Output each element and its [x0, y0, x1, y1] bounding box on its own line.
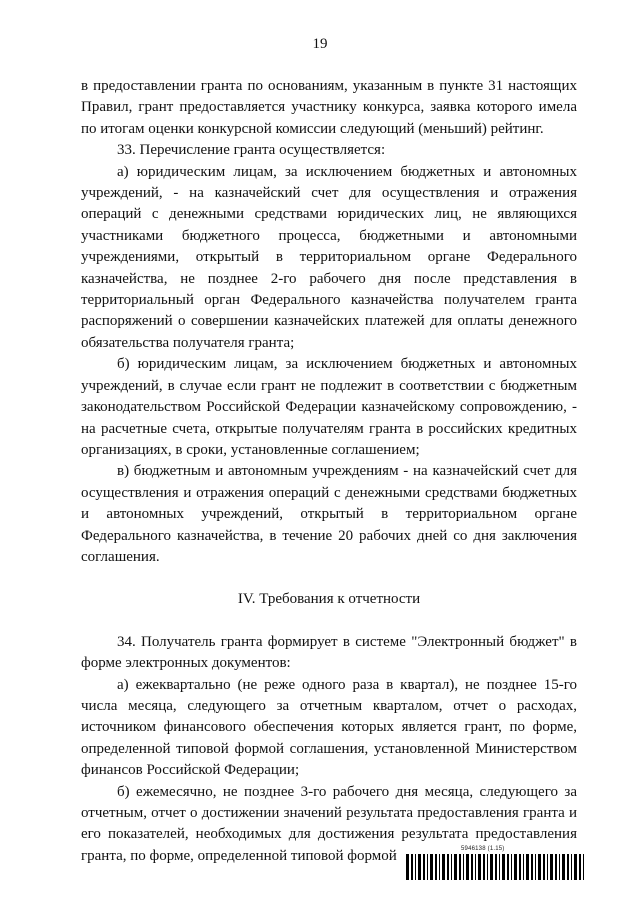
- paragraph-continuation: в предоставлении гранта по основаниям, указанным в пункте 31 настоящих Правил, грант предоставляется участнику конкурса, заявка которого имела по итогам оценки конкурсной комиссии следующий (меньший) рейтинг.: [81, 78, 577, 137]
- document-stamp-code: 5946138 (1.15): [461, 846, 505, 852]
- paragraph-item-33: 33. Перечисление гранта осуществляется:: [117, 142, 386, 159]
- paragraph-item-34: 34. Получатель гранта формирует в системе "Электронный бюджет" в форме электронных документов:: [81, 633, 577, 672]
- paragraph-subitem-a: а) юридическим лицам, за исключением бюджетных и автономных учреждений, - на казначейский счет для осуществления и отражения операций с денежными средствами юридических лиц, не являющихся участниками бюджетного процесса, бюджетными и автономными учреждениями, открытый в территориальном органе Федерального казначейства, не позднее 2-го рабочего дня после представления в территориальный орган Федерального казначейства получателем гранта распоряжений о совершении казначейских платежей для оплаты денежного обязательства получателя гранта;: [81, 163, 577, 351]
- page-number: 19: [312, 36, 328, 52]
- section-heading: IV. Требования к отчетности: [237, 591, 421, 608]
- paragraph-subitem-v: в) бюджетным и автономным учреждениям - на казначейский счет для осуществления и отражения операций с денежными средствами бюджетных и автономных учреждений, открытый в территориальном органе Федерального казначейства, в течение 20 рабочих дней со дня заключения соглашения.: [81, 463, 577, 565]
- paragraph-subitem-b: б) юридическим лицам, за исключением бюджетных и автономных учреждений, в случае если грант не подлежит в соответствии с бюджетным законодательством Российской Федерации казначейскому сопровождению, - на расчетные счета, открытые получателям гранта в российских кредитных организациях, в сроки, установленные соглашением;: [81, 356, 577, 458]
- paragraph-34-subitem-a: а) ежеквартально (не реже одного раза в квартал), не позднее 15-го числа месяца, следующего за отчетным кварталом, отчет о расходах, источником финансового обеспечения которых является грант, по форме, определенной типовой формой соглашения, установленной Министерством финансов Российской Федерации;: [81, 676, 577, 779]
- barcode-image: [406, 854, 588, 880]
- paragraph-34-subitem-b: б) ежемесячно, не позднее 3-го рабочего дня месяца, следующего за отчетным, отчет о достижении значений результата предоставления гранта и его показателей, необходимых для достижения результата предоставления гранта, по форме, определенной типовой формой: [81, 783, 577, 864]
- body-text: [81, 76, 577, 867]
